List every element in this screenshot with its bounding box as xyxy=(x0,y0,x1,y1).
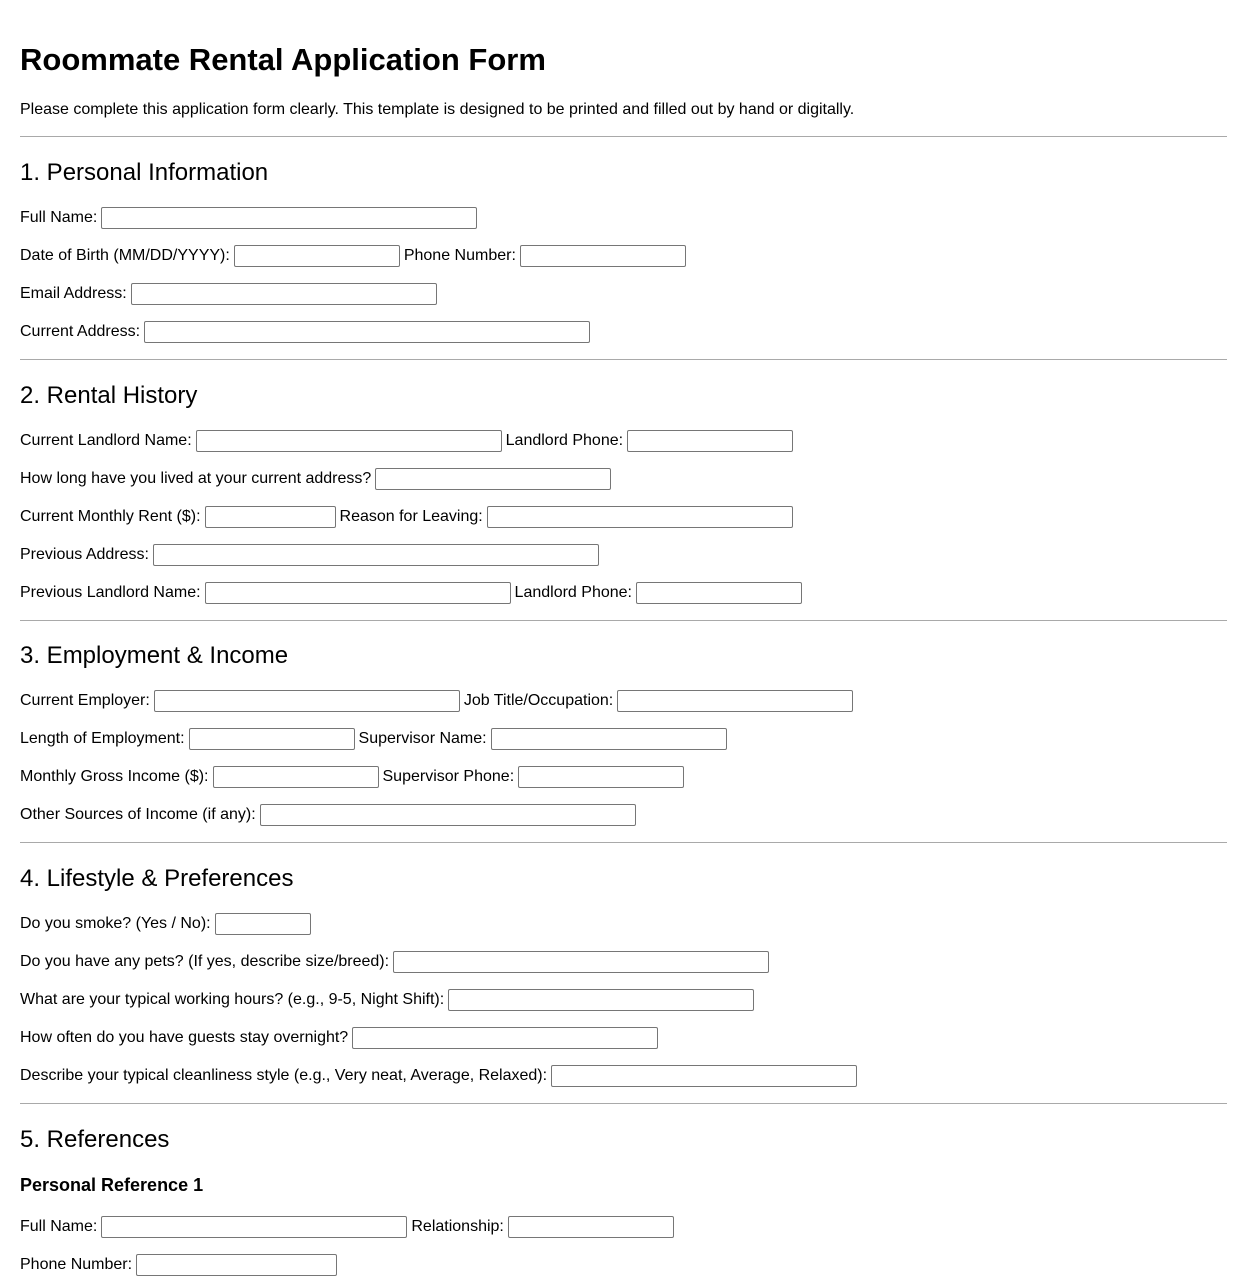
reason-leaving-input[interactable] xyxy=(487,506,793,528)
employer-label: Current Employer: xyxy=(20,692,150,709)
section-heading-references: 5. References xyxy=(20,1126,170,1153)
employer-input[interactable] xyxy=(154,690,460,712)
employer-row xyxy=(20,690,853,712)
reference-1-heading: Personal Reference 1 xyxy=(20,1175,204,1195)
ref1-phone-label: Phone Number: xyxy=(20,1256,133,1273)
previous-landlord-label: Previous Landlord Name: xyxy=(20,584,201,601)
current-landlord-input[interactable] xyxy=(196,430,502,452)
smoke-row xyxy=(20,913,311,935)
section-heading-personal: 1. Personal Information xyxy=(20,159,269,186)
job-title-input[interactable] xyxy=(617,690,853,712)
employment-length-label: Length of Employment: xyxy=(20,730,185,747)
job-title-label: Job Title/Occupation: xyxy=(463,692,614,709)
previous-landlord-row xyxy=(20,582,802,604)
previous-address-row xyxy=(20,544,599,566)
how-long-row xyxy=(20,468,611,490)
guests-input[interactable] xyxy=(352,1027,658,1049)
current-address-label: Current Address: xyxy=(20,323,141,340)
prev-landlord-phone-label: Landlord Phone: xyxy=(514,584,632,601)
guests-label: How often do you have guests stay overnight? xyxy=(20,1029,349,1046)
ref1-name-row xyxy=(20,1216,674,1238)
cleanliness-row xyxy=(20,1065,857,1087)
section-heading-employment: 3. Employment & Income xyxy=(20,642,289,669)
cleanliness-label: Describe your typical cleanliness style (e.g., Very neat, Average, Relaxed): xyxy=(20,1067,548,1084)
dob-input[interactable] xyxy=(234,245,400,267)
page-title: Roommate Rental Application Form xyxy=(20,42,546,77)
other-income-row xyxy=(20,804,636,826)
supervisor-name-label: Supervisor Name: xyxy=(358,730,487,747)
gross-income-row xyxy=(20,766,684,788)
cleanliness-input[interactable] xyxy=(551,1065,857,1087)
monthly-rent-input[interactable] xyxy=(205,506,336,528)
current-landlord-row xyxy=(20,430,793,452)
working-hours-label: What are your typical working hours? (e.g., 9-5, Night Shift): xyxy=(20,991,445,1008)
ref1-name-input[interactable] xyxy=(101,1216,407,1238)
section-heading-lifestyle: 4. Lifestyle & Preferences xyxy=(20,865,294,892)
email-label: Email Address: xyxy=(20,285,127,302)
employment-length-input[interactable] xyxy=(189,728,355,750)
prev-landlord-phone-input[interactable] xyxy=(636,582,802,604)
pets-row xyxy=(20,951,769,973)
landlord-phone-label: Landlord Phone: xyxy=(505,432,624,449)
section-divider xyxy=(20,136,1227,137)
section-heading-rental: 2. Rental History xyxy=(20,382,198,409)
previous-address-input[interactable] xyxy=(153,544,599,566)
monthly-rent-row xyxy=(20,506,793,528)
supervisor-phone-label: Supervisor Phone: xyxy=(382,768,515,785)
dob-phone-row xyxy=(20,245,686,267)
gross-income-input[interactable] xyxy=(213,766,379,788)
how-long-input[interactable] xyxy=(375,468,611,490)
pets-label: Do you have any pets? (If yes, describe size/breed): xyxy=(20,953,390,970)
section-divider xyxy=(20,842,1227,843)
working-hours-input[interactable] xyxy=(448,989,754,1011)
full-name-input[interactable] xyxy=(101,207,477,229)
email-input[interactable] xyxy=(131,283,437,305)
smoke-input[interactable] xyxy=(215,913,311,935)
pets-input[interactable] xyxy=(393,951,769,973)
other-income-input[interactable] xyxy=(260,804,636,826)
dob-label: Date of Birth (MM/DD/YYYY): xyxy=(20,247,230,264)
full-name-row xyxy=(20,207,477,229)
section-divider xyxy=(20,359,1227,360)
section-divider xyxy=(20,1103,1227,1104)
employment-length-row xyxy=(20,728,727,750)
phone-input[interactable] xyxy=(520,245,686,267)
current-address-input[interactable] xyxy=(144,321,590,343)
ref1-phone-input[interactable] xyxy=(136,1254,337,1276)
how-long-label: How long have you lived at your current address? xyxy=(20,470,372,487)
smoke-label: Do you smoke? (Yes / No): xyxy=(20,915,211,932)
landlord-phone-input[interactable] xyxy=(627,430,793,452)
full-name-label: Full Name: xyxy=(20,209,98,226)
gross-income-label: Monthly Gross Income ($): xyxy=(20,768,209,785)
intro-text: Please complete this application form clearly. This template is designed to be printed and filled out by hand or digitally. xyxy=(20,101,855,118)
ref1-relationship-input[interactable] xyxy=(508,1216,674,1238)
ref1-relationship-label: Relationship: xyxy=(411,1218,504,1235)
supervisor-name-input[interactable] xyxy=(491,728,727,750)
working-hours-row xyxy=(20,989,754,1011)
email-row xyxy=(20,283,437,305)
reason-leaving-label: Reason for Leaving: xyxy=(339,508,483,525)
ref1-phone-row xyxy=(20,1254,337,1276)
other-income-label: Other Sources of Income (if any): xyxy=(20,806,256,823)
ref1-name-label: Full Name: xyxy=(20,1218,98,1235)
monthly-rent-label: Current Monthly Rent ($): xyxy=(20,508,201,525)
current-address-row xyxy=(20,321,590,343)
current-landlord-label: Current Landlord Name: xyxy=(20,432,192,449)
guests-row xyxy=(20,1027,658,1049)
phone-label: Phone Number: xyxy=(403,247,516,264)
previous-landlord-input[interactable] xyxy=(205,582,511,604)
supervisor-phone-input[interactable] xyxy=(518,766,684,788)
section-divider xyxy=(20,620,1227,621)
previous-address-label: Previous Address: xyxy=(20,546,149,563)
